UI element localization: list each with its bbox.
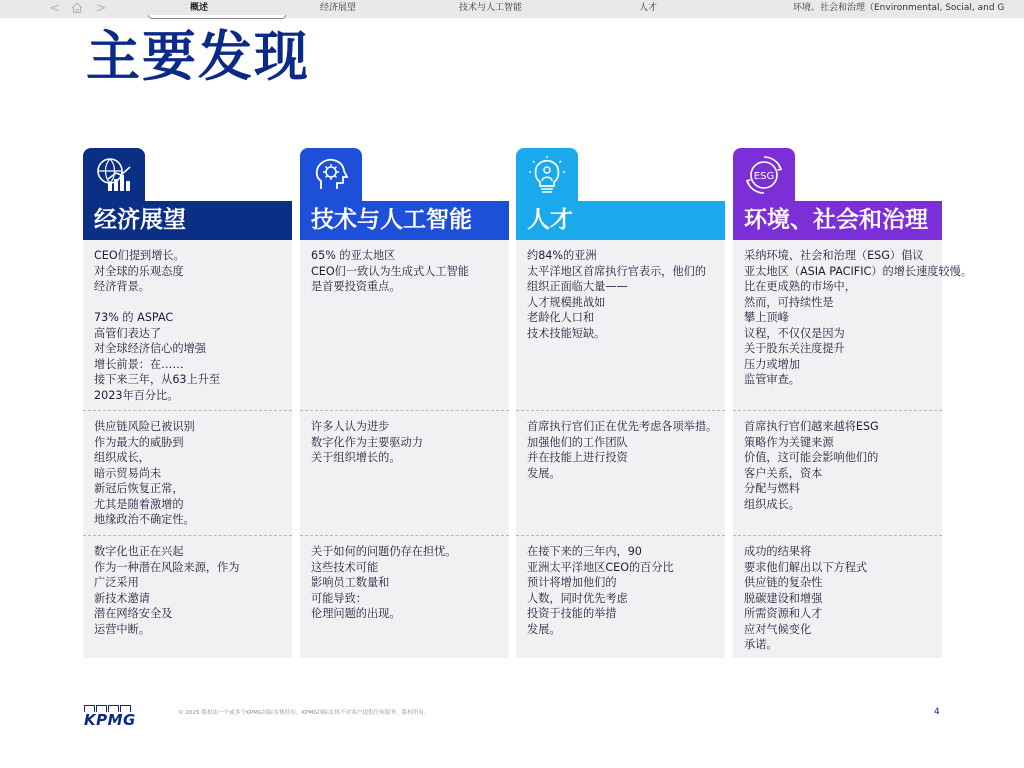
forward-arrow-icon[interactable]: > [95,1,107,16]
divider [733,410,942,411]
column-heading: 人才 [516,201,725,240]
page-number: 4 [934,707,940,717]
tab-esg[interactable]: 环境、社会和治理（Environmental, Social, and G [793,3,1005,13]
divider [300,410,509,411]
finding-text: 供应链风险已被识别 作为最大的威胁到 组织成长， 暗示贸易尚未 新冠后恢复正常， 尤其是随着激增的 地缘政治不确定性。 [94,420,195,526]
divider [83,410,292,411]
divider [516,535,725,536]
ai-head-icon [300,148,362,202]
page-title: 主要发现 [86,25,310,88]
finding-text: 65% 的亚太地区 CEO们一致认为生成式人工智能 是首要投资重点。 [311,249,469,293]
column-heading: 经济展望 [83,201,292,240]
finding-text: 在接下来的三年内，90 亚洲太平洋地区CEO的百分比 预计将增加他们的 人数，同时优先考虑 投资于技能的举措 发展。 [527,545,674,636]
finding-text: 关于如何的问题仍存在担忧。 这些技术可能 影响员工数量和 可能导致： 伦理问题的出现。 [311,545,457,620]
column-heading: 环境、社会和治理 [733,201,942,240]
tab-economic-outlook[interactable]: 经济展望 [320,3,357,13]
tab-tech-ai[interactable]: 技术与人工智能 [459,3,523,13]
tab-talent[interactable]: 人才 [639,3,658,13]
esg-icon [733,148,795,202]
active-tab-indicator [148,15,286,19]
globe-chart-icon [83,148,145,202]
divider [516,410,725,411]
column-talent [516,148,725,658]
finding-text: 首席执行官们正在优先考虑各项举措。 加强他们的工作团队 并在技能上进行投资 发展。 [527,420,718,480]
copyright-note: © 2025 版权由一个或多个KPMG国际实体持有。KPMG国际实体不对客户提供任何服务。版权所有。 [178,710,430,716]
svg-text:ESG: ESG [753,171,775,182]
column-heading: 技术与人工智能 [300,201,509,240]
column-tech-ai [300,148,509,658]
finding-text: 采纳环境、社会和治理（ESG）倡议 亚太地区（ASIA PACIFIC）的增长速度较慢。 比在更成熟的市场中， 然而，可持续性是 攀上顶峰 议程，不仅仅是因为 关于股东关注度提升 压力或增加 监管审查。 [744,249,973,386]
finding-text: 许多人认为进步 数字化作为主要驱动力 关于组织增长的。 [311,420,423,464]
finding-text: 数字化也正在兴起 作为一种潜在风险来源，作为 广泛采用 新技术邀请 潜在网络安全及 运营中断。 [94,545,240,636]
tab-overview[interactable]: 概述 [190,3,209,13]
divider [300,535,509,536]
divider [83,535,292,536]
finding-text: 成功的结果将 要求他们解出以下方程式 供应链的复杂性 脱碳建设和增强 所需资源和人才 应对气候变化 承诺。 [744,545,868,651]
home-icon[interactable] [68,1,86,17]
kpmg-logo: KPMG [84,711,136,729]
back-arrow-icon[interactable]: < [49,1,61,16]
finding-text: 约84%的亚洲 太平洋地区首席执行官表示，他们的 组织正面临大量—— 人才规模挑战如 老龄化人口和 技术技能短缺。 [527,249,707,340]
divider [733,535,942,536]
finding-text: CEO们提到增长。 对全球的乐观态度 经济背景。 73% 的 ASPAC 高管们表达了 对全球经济信心的增强 增长前景：在…… 接下来三年，从63上升至 2023年百分比。 [94,249,221,402]
column-esg [733,148,973,658]
finding-text: 首席执行官们越来越将ESG 策略作为关键来源 价值，这可能会影响他们的 客户关系，资本 分配与燃料 组织成长。 [744,420,879,511]
column-economic-outlook [83,148,292,658]
lightbulb-person-icon [516,148,578,202]
